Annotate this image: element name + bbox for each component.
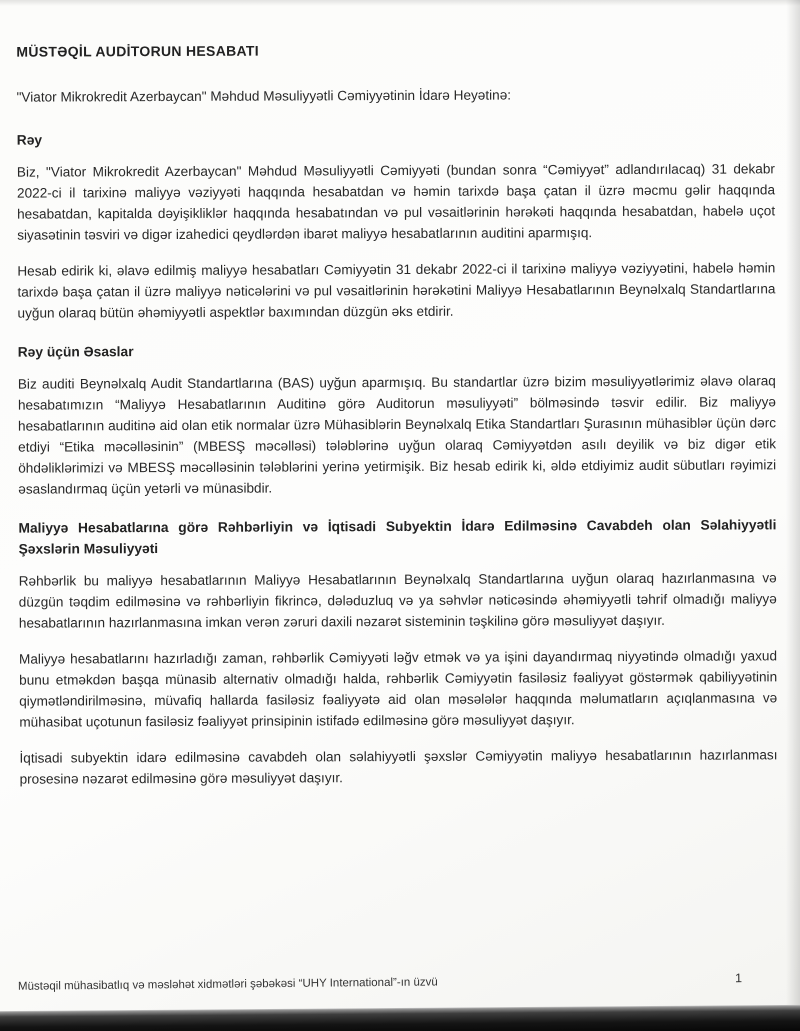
paragraph-opinion-1: Biz, "Viator Mikrokredit Azerbaycan" Məhdud Məsuliyyətli Cəmiyyəti (bundan sonra “Cəmiyyət” adlandırılacaq) 31 dekabr 2022-ci il tarixinə maliyyə vəziyyəti haqqında hesabatdan və həmin tarixdə başa çatan il üzrə məcmu gəlir haqqında hesabatdan, kapitalda dəyişikliklər haqqında hesabatından və pul vəsaitlərinin hərəkəti haqqında hesabatdan, habelə uçot siyasətinin təsviri və digər izahedici qeydlərdən ibarət maliyyə hesabatlarının auditini aparmışıq. bbox=[16, 161, 776, 243]
paragraph-responsibility-3: İqtisadi subyektin idarə edilməsinə cavabdeh olan səlahiyyətli şəxslər Cəmiyyətin maliyyə hesabatlarının hazırlanması prosesinə nəzarət edilməsinə görə məsuliyyət daşıyır. bbox=[19, 747, 778, 787]
footer-membership-note: Müstəqil mühasibatlıq və məsləhət xidmətləri şəbəkəsi “UHY International”-ın üzvü bbox=[17, 976, 438, 993]
scan-shadow-right bbox=[786, 0, 800, 1031]
paragraph-opinion-2: Hesab edirik ki, əlavə edilmiş maliyyə hesabatları Cəmiyyətin 31 dekabr 2022-ci il tarixinə maliyyə vəziyyətini, habelə həmin tarixdə başa çatan il üzrə maliyyə nəticələrini və pul vəsaitlərinin hərəkətini Maliyyə Hesabatlarının Beynəlxalq Standartlarına uyğun olaraq bütün əhəmiyyətli aspektlər baxımından düzgün əks etdirir. bbox=[17, 260, 776, 321]
section-heading-basis-for-opinion: Rəy üçün Əsaslar bbox=[17, 344, 134, 360]
page-footer bbox=[18, 971, 742, 993]
section-heading-management-responsibility: Maliyyə Hesabatlarına görə Rəhbərliyin və İqtisadi Subyektin İdarə Edilməsinə Cavabdeh olan Səlahiyyətli Şəxslərin Məsuliyyəti bbox=[18, 517, 777, 557]
scan-shadow-top bbox=[0, 0, 800, 6]
report-body bbox=[16, 38, 777, 804]
page-title: MÜSTƏQİL AUDİTORUN HESABATI bbox=[16, 42, 259, 60]
page-number: 1 bbox=[734, 971, 743, 986]
addressee-line: "Viator Mikrokredit Azerbaycan" Məhdud Məsuliyyətli Cəmiyyətinin İdarə Heyətinə: bbox=[16, 87, 512, 105]
scan-edge-bottom bbox=[0, 1005, 800, 1031]
section-heading-opinion: Rəy bbox=[16, 132, 43, 148]
paragraph-basis-1: Biz auditi Beynəlxalq Audit Standartlarına (BAS) uyğun aparmışıq. Bu standartlar üzrə bizim məsuliyyətlərimiz əlavə olaraq hesabatımızın “Maliyyə Hesabatlarının Auditinə görə Auditorun məsuliyyəti” bölməsində təsvir edilir. Biz maliyyə hesabatlarının auditinə aid olan etik normalar üzrə Mühasiblərin Beynəlxalq Etika Standartları Şurasının mühasiblər üçün dərc etdiyi “Etika məcəlləsinin” (MBESŞ məcəlləsi) tələblərinə uyğun olaraq Cəmiyyətdən asılı deyilik və biz digər etik öhdəliklərimizi və MBESŞ məcəlləsinin tələblərini yerinə yetirmişik. Biz hesab edirik ki, əldə etdiyimiz audit sübutları rəyimizi əsaslandırmaq üçün yetərli və münasibdir. bbox=[17, 373, 777, 497]
paragraph-responsibility-1: Rəhbərlik bu maliyyə hesabatlarının Maliyyə Hesabatlarının Beynəlxalq Standartlarına uyğun olaraq hazırlanmasına və düzgün təqdim edilməsinə və rəhbərliyin fikrincə, dələduzluq və ya səhvlər nəticəsində əhəmiyyətli təhrif olmadığı maliyyə hesabatlarının hazırlanmasına imkan verən zəruri daxili nəzarət sisteminin təşkilinə görə məsuliyyət daşıyır. bbox=[18, 570, 777, 631]
paragraph-responsibility-2: Maliyyə hesabatlarını hazırladığı zaman, rəhbərlik Cəmiyyəti ləğv etmək və ya işini dayandırmaq niyyətində olmadığı yaxud bunu etməkdən başqa münasib alternativ olmadığı halda, rəhbərlik Cəmiyyətin fasiləsiz fəaliyyət göstərmək qabiliyyətinin qiymətləndirilməsinə, müvafiq hallarda fasiləsiz fəaliyyətə aid olan məsələlər haqqında məlumatların açıqlanmasına və mühasibat uçotunun fasiləsiz fəaliyyət prinsipinin istifadə edilməsinə görə məsuliyyət daşıyır. bbox=[19, 648, 778, 730]
